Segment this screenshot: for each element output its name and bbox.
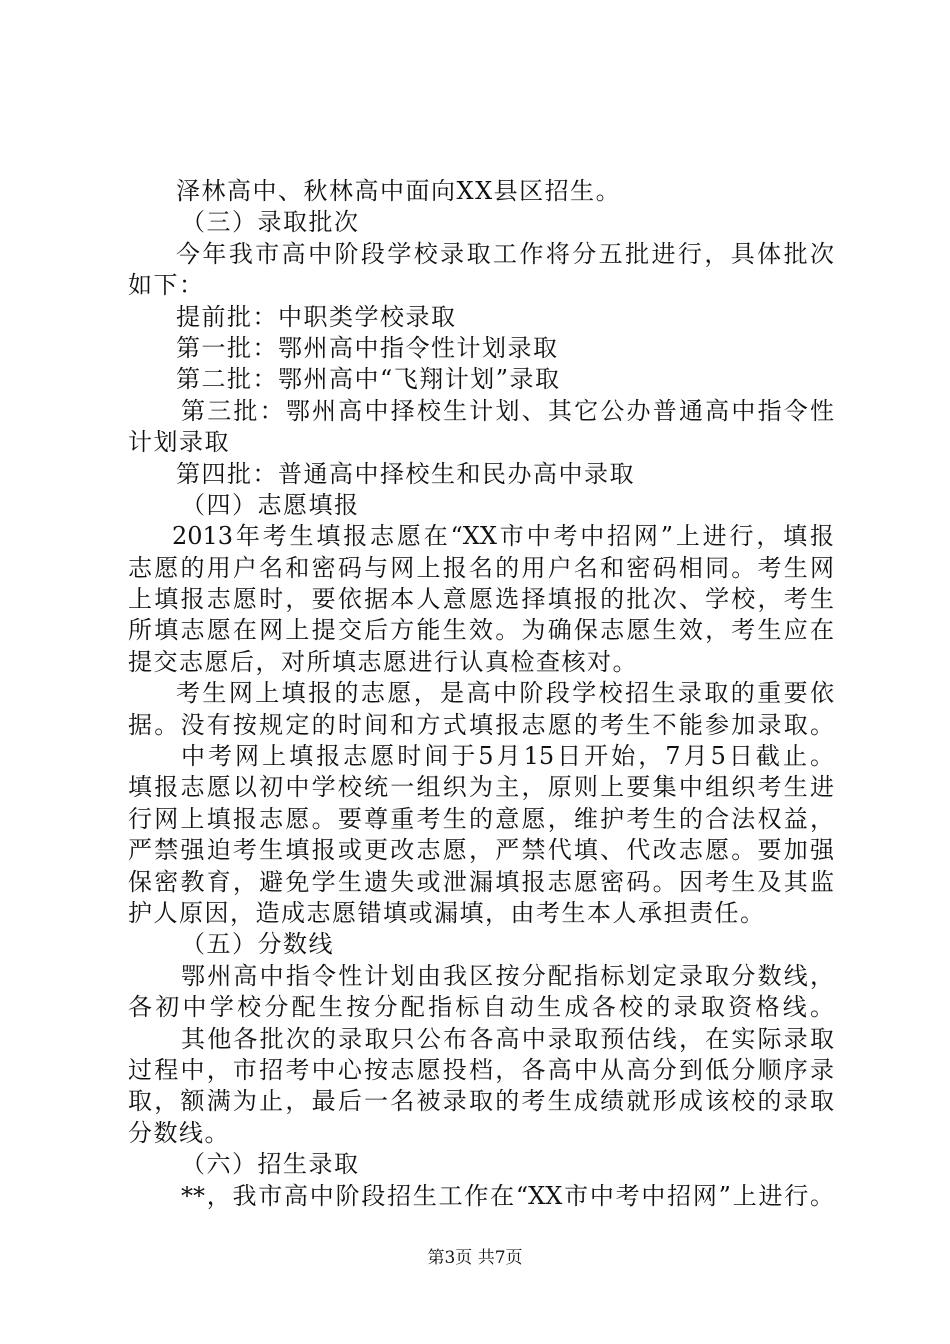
section-heading-4: （四）志愿填报 [181,490,360,519]
paragraph-line: 所填志愿在网上提交后方能生效。为确保志愿生效，考生应在 [128,616,834,645]
section-heading-6: （六）招生录取 [181,1150,360,1179]
page-footer: 第3页 共7页 [427,1248,523,1268]
paragraph-line: 护人原因，造成志愿错填或漏填，由考生本人承担责任。 [128,898,766,927]
batch-item-1: 第一批：鄂州高中指令性计划录取 [176,333,559,362]
paragraph-line: 行网上填报志愿。要尊重考生的意愿，维护考生的合法权益， [128,804,834,833]
document-body [128,176,834,1212]
paragraph-line: 过程中，市招考中心按志愿投档，各高中从高分到低分顺序录 [128,1055,834,1084]
paragraph-line: 上填报志愿时，要依据本人意愿选择填报的批次、学校，考生 [128,585,834,614]
paragraph-line: 据。没有按规定的时间和方式填报志愿的考生不能参加录取。 [128,710,834,739]
paragraph-line: 如下： [128,271,205,300]
paragraph-line: 今年我市高中阶段学校录取工作将分五批进行，具体批次 [176,239,834,268]
paragraph-line: 泽林高中、秋林高中面向XX县区招生。 [176,177,622,205]
paragraph-line: 取，额满为止，最后一名被录取的考生成绩就形成该校的录取 [128,1087,834,1116]
paragraph-line: 分数线。 [128,1118,230,1147]
paragraph-line: 填报志愿以初中学校统一组织为主，原则上要集中组织考生进 [128,773,834,802]
paragraph-line: 志愿的用户名和密码与网上报名的用户名和密码相同。考生网 [128,553,834,582]
paragraph-line: 计划录取 [128,428,230,457]
paragraph-line: 考生网上填报的志愿，是高中阶段学校招生录取的重要依 [176,679,834,708]
paragraph-line: 2013年考生填报志愿在“XX市中考中招网”上进行，填报 [172,522,834,551]
paragraph-line: **，我市高中阶段招生工作在“XX市中考中招网”上进行。 [181,1181,834,1210]
paragraph-line: 其他各批次的录取只公布各高中录取预估线，在实际录取 [181,1024,834,1053]
paragraph-line: 提交志愿后，对所填志愿进行认真检查核对。 [128,647,638,676]
batch-item-2: 第二批：鄂州高中“飞翔计划”录取 [176,365,561,394]
section-heading-3: （三）录取批次 [181,208,360,237]
paragraph-line: 鄂州高中指令性计划由我区按分配指标划定录取分数线， [181,961,834,990]
paragraph-line: 各初中学校分配生按分配指标自动生成各校的录取资格线。 [128,993,834,1022]
section-heading-5: （五）分数线 [181,930,334,959]
batch-item-early: 提前批：中职类学校录取 [176,302,457,331]
paragraph-line: 保密教育，避免学生遗失或泄漏填报志愿密码。因考生及其监 [128,867,834,896]
batch-item-4: 第四批：普通高中择校生和民办高中录取 [176,459,635,488]
paragraph-line: 中考网上填报志愿时间于5月15日开始，7月5日截止。 [181,742,834,771]
paragraph-line: 严禁强迫考生填报或更改志愿，严禁代填、代改志愿。要加强 [128,836,834,865]
batch-item-3: 第三批：鄂州高中择校生计划、其它公办普通高中指令性 [181,396,834,425]
